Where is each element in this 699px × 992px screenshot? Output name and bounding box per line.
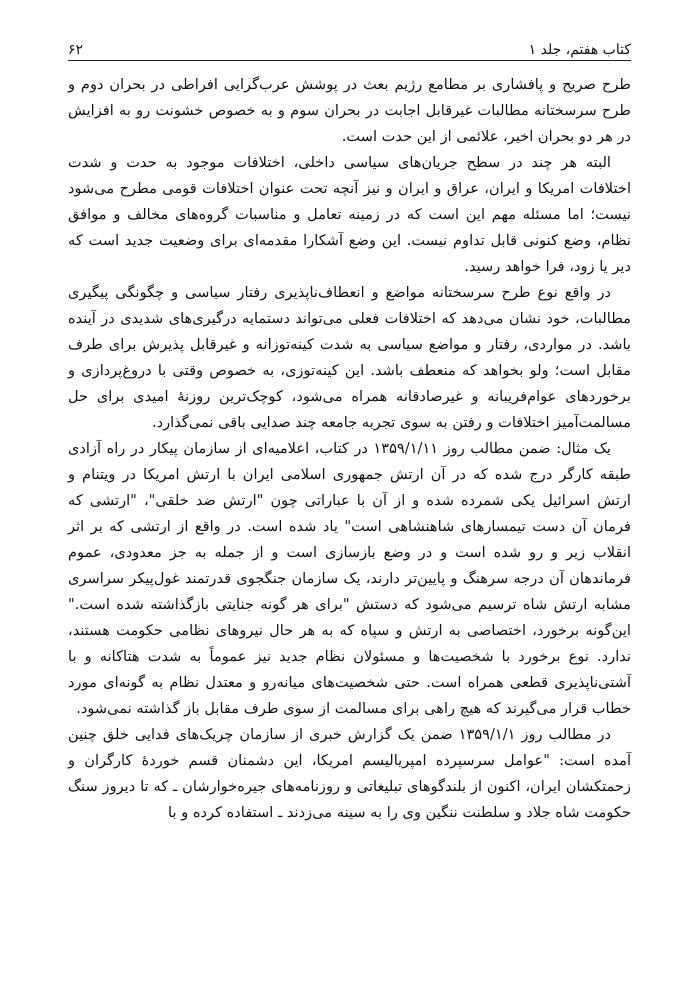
body-text xyxy=(68,72,631,826)
header-divider xyxy=(68,60,631,61)
paragraph: البته هر چند در سطح جریان‌های سیاسی داخلی، اختلافات موجود به حدت و شدت اختلافات امریکا و ایران، عراق و ایران و نیز آنچه تحت عنوان اختلافات قومی مطرح می‌شود نیست؛ اما مسئله مهم این است که در زمینه تعامل و مناسبات گروه‌های مخالف و موافق نظام، وضع کنونی قابل تداوم نیست. این وضع آشکارا مقدمه‌ای برای وضعیت جدید است که دیر یا زود، فرا خواهد رسید. xyxy=(68,154,631,275)
page-number: ۶۲ xyxy=(68,42,84,58)
paragraph: در واقع نوع طرح سرسختانه مواضع و انعطاف‌ناپذیری رفتار سیاسی و چگونگی پیگیری مطالبات، خود نشان می‌دهد که اختلافات فعلی می‌تواند دستمایه درگیری‌های شدیدی در آینده باشد. در مواردی، رفتار و مواضع سیاسی به شدت کینه‌توزانه و غیرقابل پذیرش برای طرف مقابل است؛ ولو بخواهد که منعطف باشد. این کینه‌توزی، به خصوص وقتی با دروغ‌پردازی و برخوردهای عوام‌فریبانه و غیرصادقانه همراه می‌شود، کوچک‌ترین روزنهٔ امیدی برای حل مسالمت‌آمیز اختلافات و رفتن به سوی تجربه جامعه چند صدایی باقی نمی‌گذارد. xyxy=(68,284,631,431)
paragraph: یک مثال: ضمن مطالب روز ۱۳۵۹/۱/۱۱ در کتاب، اعلامیه‌ای از سازمان پیکار در راه آزادی طبقه کارگر درج شده که در آن ارتش جمهوری اسلامی ایران با ارتش امریکا در ویتنام و ارتش اسرائیل یکی شمرده شده و از آن با عباراتی چون "ارتش ضد خلقی"، "ارتشی که فرمان آن دست تیمسارهای شاهنشاهی است" یاد شده است. در واقع از ارتشی که بر اثر انقلاب زیر و رو شده است و در وضع بازسازی است و از جمله به جز معدودی، عموم فرماندهان آن درجه سرهنگ و پایین‌تر دارند، یک سازمان جنگجوی قدرتمند غول‌پیکر سراسری مشابه ارتش شاه ترسیم می‌شود که دستش "برای هر گونه جنایتی بازگذاشته شده است." این‌گونه برخورد، اختصاصی به ارتش و سپاه که به هر حال نیروهای نظامی حکومت هستند، ندارد. نوع برخورد با شخصیت‌ها و مسئولان نظام جدید نیز عموماً به شدت هتاکانه و با آشتی‌ناپذیری قطعی همراه است. حتی شخصیت‌های میانه‌رو و معتدل نظام به گونه‌ای مورد خطاب قرار می‌گیرند که هیچ راهی برای مسالمت از سوی طرف مقابل باز گذاشته نمی‌شود. xyxy=(68,440,631,717)
paragraph: طرح صریح و پافشاری بر مطامع رژیم بعث در پوشش عرب‌گرایی افراطی در بحران دوم و طرح سرسختانه مطالبات غیرقابل اجابت در بحران سوم و به خصوص خشونت رو به افزایش در هر دو بحران اخیر، علائمی از این حدت است. xyxy=(68,76,631,145)
book-title: کتاب هفتم، جلد ۱ xyxy=(528,42,631,58)
running-header xyxy=(68,36,631,58)
paragraph: در مطالب روز ۱۳۵۹/۱/۱ ضمن یک گزارش خبری از سازمان چریک‌های فدایی خلق چنین آمده است: "عوامل سرسپرده امپریالیسم امریکا، این دشمنان قسم خوردهٔ کارگران و زحمتکشان ایران، اکنون از بلندگوهای تبلیغاتی و روزنامه‌های جیره‌خوارشان ـ که تا دیروز سنگ حکومت شاه جلاد و سلطنت ننگین وی را به سینه می‌زدند ـ استفاده کرده و با xyxy=(68,726,631,821)
